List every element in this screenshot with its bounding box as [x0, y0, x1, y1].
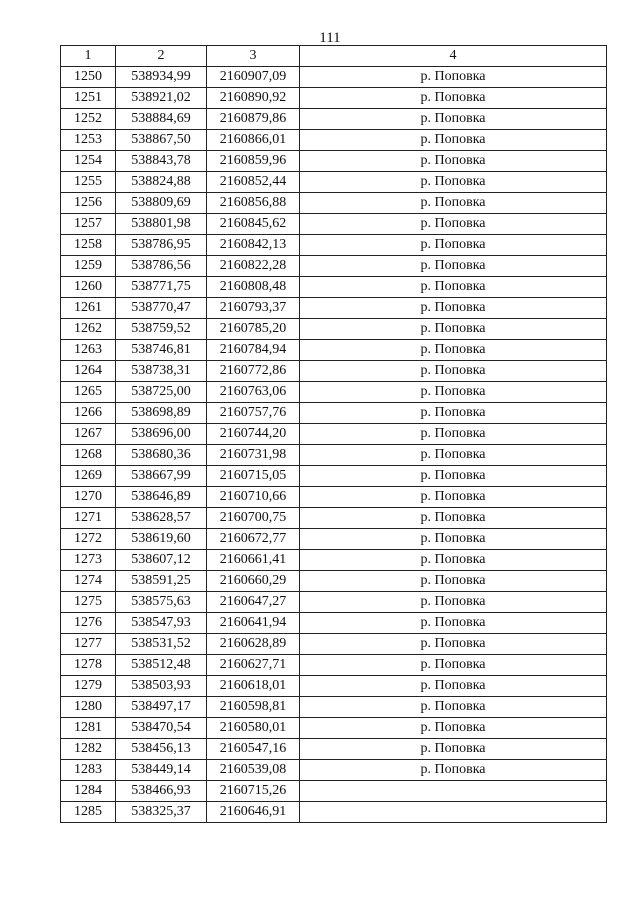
table-row: [61, 298, 607, 319]
y-coordinate-cell: 2160618,01: [207, 676, 300, 697]
point-number-cell: 1253: [61, 130, 116, 151]
description-cell: р. Поповка: [300, 193, 607, 214]
description-cell: р. Поповка: [300, 718, 607, 739]
point-number-cell: 1265: [61, 382, 116, 403]
point-number-cell: 1269: [61, 466, 116, 487]
y-coordinate-cell: 2160628,89: [207, 634, 300, 655]
x-coordinate-cell: 538512,48: [116, 655, 207, 676]
x-coordinate-cell: 538771,75: [116, 277, 207, 298]
y-coordinate-cell: 2160647,27: [207, 592, 300, 613]
description-cell: р. Поповка: [300, 760, 607, 781]
y-coordinate-cell: 2160822,28: [207, 256, 300, 277]
table-row: [61, 529, 607, 550]
point-number-cell: 1282: [61, 739, 116, 760]
x-coordinate-cell: 538470,54: [116, 718, 207, 739]
table-row: [61, 718, 607, 739]
description-cell: р. Поповка: [300, 319, 607, 340]
point-number-cell: 1256: [61, 193, 116, 214]
x-coordinate-cell: 538738,31: [116, 361, 207, 382]
description-cell: р. Поповка: [300, 634, 607, 655]
description-cell: р. Поповка: [300, 256, 607, 277]
description-cell: р. Поповка: [300, 172, 607, 193]
table-row: [61, 508, 607, 529]
table-row: [61, 256, 607, 277]
x-coordinate-cell: 538591,25: [116, 571, 207, 592]
table-row: [61, 88, 607, 109]
y-coordinate-cell: 2160907,09: [207, 67, 300, 88]
table-row: [61, 382, 607, 403]
table-row: [61, 487, 607, 508]
description-cell: р. Поповка: [300, 508, 607, 529]
x-coordinate-cell: 538770,47: [116, 298, 207, 319]
y-coordinate-cell: 2160856,88: [207, 193, 300, 214]
point-number-cell: 1277: [61, 634, 116, 655]
table-header-row: [61, 46, 607, 67]
y-coordinate-cell: 2160627,71: [207, 655, 300, 676]
y-coordinate-cell: 2160710,66: [207, 487, 300, 508]
x-coordinate-cell: 538934,99: [116, 67, 207, 88]
description-cell: р. Поповка: [300, 739, 607, 760]
table-row: [61, 445, 607, 466]
x-coordinate-cell: 538497,17: [116, 697, 207, 718]
point-number-cell: 1273: [61, 550, 116, 571]
table-row: [61, 592, 607, 613]
x-coordinate-cell: 538628,57: [116, 508, 207, 529]
x-coordinate-cell: 538786,95: [116, 235, 207, 256]
point-number-cell: 1274: [61, 571, 116, 592]
column-header-2: 2: [116, 46, 207, 67]
point-number-cell: 1257: [61, 214, 116, 235]
y-coordinate-cell: 2160757,76: [207, 403, 300, 424]
x-coordinate-cell: 538746,81: [116, 340, 207, 361]
y-coordinate-cell: 2160646,91: [207, 802, 300, 823]
coordinates-table: [60, 45, 607, 823]
y-coordinate-cell: 2160879,86: [207, 109, 300, 130]
point-number-cell: 1255: [61, 172, 116, 193]
point-number-cell: 1281: [61, 718, 116, 739]
description-cell: р. Поповка: [300, 676, 607, 697]
x-coordinate-cell: 538867,50: [116, 130, 207, 151]
x-coordinate-cell: 538466,93: [116, 781, 207, 802]
point-number-cell: 1284: [61, 781, 116, 802]
x-coordinate-cell: 538759,52: [116, 319, 207, 340]
description-cell: р. Поповка: [300, 445, 607, 466]
table-row: [61, 172, 607, 193]
y-coordinate-cell: 2160744,20: [207, 424, 300, 445]
table-row: [61, 193, 607, 214]
table-row: [61, 67, 607, 88]
point-number-cell: 1261: [61, 298, 116, 319]
table-row: [61, 340, 607, 361]
point-number-cell: 1285: [61, 802, 116, 823]
description-cell: р. Поповка: [300, 361, 607, 382]
x-coordinate-cell: 538698,89: [116, 403, 207, 424]
description-cell: р. Поповка: [300, 151, 607, 172]
x-coordinate-cell: 538725,00: [116, 382, 207, 403]
y-coordinate-cell: 2160890,92: [207, 88, 300, 109]
y-coordinate-cell: 2160700,75: [207, 508, 300, 529]
y-coordinate-cell: 2160539,08: [207, 760, 300, 781]
table-row: [61, 130, 607, 151]
y-coordinate-cell: 2160859,96: [207, 151, 300, 172]
x-coordinate-cell: 538325,37: [116, 802, 207, 823]
y-coordinate-cell: 2160580,01: [207, 718, 300, 739]
point-number-cell: 1270: [61, 487, 116, 508]
description-cell: р. Поповка: [300, 466, 607, 487]
point-number-cell: 1275: [61, 592, 116, 613]
table-row: [61, 403, 607, 424]
page-number: 111: [319, 30, 341, 46]
description-cell: р. Поповка: [300, 340, 607, 361]
description-cell: р. Поповка: [300, 424, 607, 445]
point-number-cell: 1252: [61, 109, 116, 130]
point-number-cell: 1267: [61, 424, 116, 445]
table-row: [61, 277, 607, 298]
table-row: [61, 781, 607, 802]
description-cell: р. Поповка: [300, 487, 607, 508]
x-coordinate-cell: 538531,52: [116, 634, 207, 655]
x-coordinate-cell: 538619,60: [116, 529, 207, 550]
y-coordinate-cell: 2160672,77: [207, 529, 300, 550]
point-number-cell: 1266: [61, 403, 116, 424]
description-cell: р. Поповка: [300, 403, 607, 424]
table-row: [61, 739, 607, 760]
table-row: [61, 151, 607, 172]
point-number-cell: 1278: [61, 655, 116, 676]
point-number-cell: 1254: [61, 151, 116, 172]
y-coordinate-cell: 2160641,94: [207, 613, 300, 634]
point-number-cell: 1280: [61, 697, 116, 718]
column-header-3: 3: [207, 46, 300, 67]
x-coordinate-cell: 538667,99: [116, 466, 207, 487]
table-row: [61, 655, 607, 676]
description-cell: р. Поповка: [300, 130, 607, 151]
table-row: [61, 571, 607, 592]
description-cell: р. Поповка: [300, 277, 607, 298]
table-row: [61, 235, 607, 256]
y-coordinate-cell: 2160547,16: [207, 739, 300, 760]
description-cell: р. Поповка: [300, 88, 607, 109]
x-coordinate-cell: 538801,98: [116, 214, 207, 235]
x-coordinate-cell: 538547,93: [116, 613, 207, 634]
y-coordinate-cell: 2160784,94: [207, 340, 300, 361]
y-coordinate-cell: 2160598,81: [207, 697, 300, 718]
y-coordinate-cell: 2160785,20: [207, 319, 300, 340]
point-number-cell: 1279: [61, 676, 116, 697]
point-number-cell: 1272: [61, 529, 116, 550]
y-coordinate-cell: 2160772,86: [207, 361, 300, 382]
y-coordinate-cell: 2160661,41: [207, 550, 300, 571]
description-cell: [300, 802, 607, 823]
table-row: [61, 424, 607, 445]
table-row: [61, 550, 607, 571]
point-number-cell: 1271: [61, 508, 116, 529]
x-coordinate-cell: 538824,88: [116, 172, 207, 193]
x-coordinate-cell: 538680,36: [116, 445, 207, 466]
x-coordinate-cell: 538786,56: [116, 256, 207, 277]
y-coordinate-cell: 2160763,06: [207, 382, 300, 403]
description-cell: р. Поповка: [300, 655, 607, 676]
y-coordinate-cell: 2160852,44: [207, 172, 300, 193]
description-cell: р. Поповка: [300, 109, 607, 130]
y-coordinate-cell: 2160845,62: [207, 214, 300, 235]
point-number-cell: 1283: [61, 760, 116, 781]
x-coordinate-cell: 538575,63: [116, 592, 207, 613]
y-coordinate-cell: 2160660,29: [207, 571, 300, 592]
point-number-cell: 1250: [61, 67, 116, 88]
y-coordinate-cell: 2160715,26: [207, 781, 300, 802]
description-cell: р. Поповка: [300, 235, 607, 256]
x-coordinate-cell: 538503,93: [116, 676, 207, 697]
y-coordinate-cell: 2160731,98: [207, 445, 300, 466]
table-row: [61, 634, 607, 655]
point-number-cell: 1268: [61, 445, 116, 466]
x-coordinate-cell: 538607,12: [116, 550, 207, 571]
table-body: [61, 67, 607, 823]
x-coordinate-cell: 538843,78: [116, 151, 207, 172]
point-number-cell: 1276: [61, 613, 116, 634]
description-cell: р. Поповка: [300, 298, 607, 319]
column-header-4: 4: [300, 46, 607, 67]
x-coordinate-cell: 538809,69: [116, 193, 207, 214]
x-coordinate-cell: 538449,14: [116, 760, 207, 781]
table-row: [61, 214, 607, 235]
point-number-cell: 1263: [61, 340, 116, 361]
table-row: [61, 109, 607, 130]
x-coordinate-cell: 538696,00: [116, 424, 207, 445]
point-number-cell: 1264: [61, 361, 116, 382]
description-cell: р. Поповка: [300, 613, 607, 634]
x-coordinate-cell: 538921,02: [116, 88, 207, 109]
x-coordinate-cell: 538646,89: [116, 487, 207, 508]
description-cell: р. Поповка: [300, 571, 607, 592]
table-row: [61, 466, 607, 487]
point-number-cell: 1251: [61, 88, 116, 109]
y-coordinate-cell: 2160842,13: [207, 235, 300, 256]
description-cell: р. Поповка: [300, 697, 607, 718]
y-coordinate-cell: 2160866,01: [207, 130, 300, 151]
description-cell: р. Поповка: [300, 382, 607, 403]
table-row: [61, 802, 607, 823]
table-row: [61, 361, 607, 382]
y-coordinate-cell: 2160808,48: [207, 277, 300, 298]
table-row: [61, 760, 607, 781]
table-row: [61, 613, 607, 634]
point-number-cell: 1260: [61, 277, 116, 298]
x-coordinate-cell: 538456,13: [116, 739, 207, 760]
y-coordinate-cell: 2160793,37: [207, 298, 300, 319]
description-cell: [300, 781, 607, 802]
point-number-cell: 1259: [61, 256, 116, 277]
description-cell: р. Поповка: [300, 550, 607, 571]
point-number-cell: 1258: [61, 235, 116, 256]
description-cell: р. Поповка: [300, 214, 607, 235]
x-coordinate-cell: 538884,69: [116, 109, 207, 130]
description-cell: р. Поповка: [300, 67, 607, 88]
point-number-cell: 1262: [61, 319, 116, 340]
table-row: [61, 676, 607, 697]
y-coordinate-cell: 2160715,05: [207, 466, 300, 487]
description-cell: р. Поповка: [300, 529, 607, 550]
table-row: [61, 697, 607, 718]
table-row: [61, 319, 607, 340]
column-header-1: 1: [61, 46, 116, 67]
description-cell: р. Поповка: [300, 592, 607, 613]
